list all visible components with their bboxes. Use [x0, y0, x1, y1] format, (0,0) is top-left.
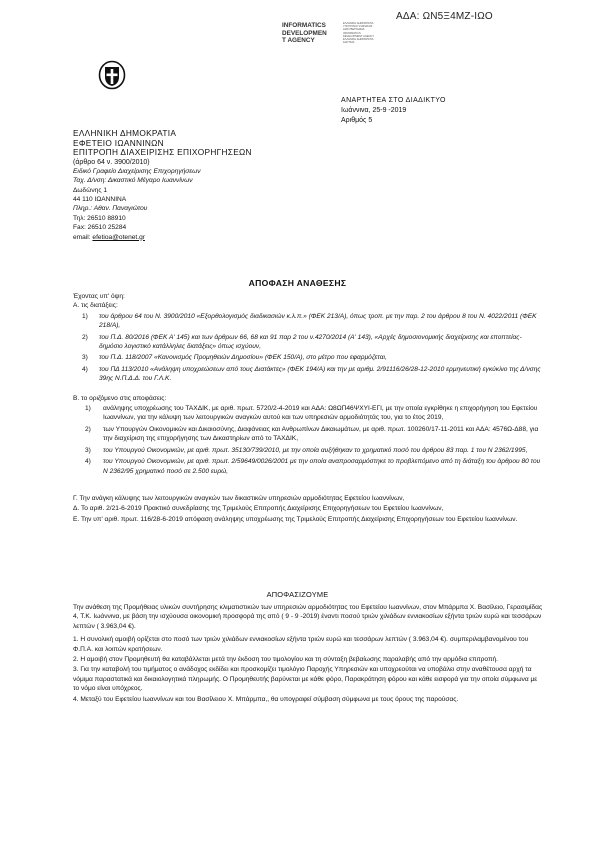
section-b-item: [73, 446, 543, 455]
section-g: Γ. Την ανάγκη κάλυψης των λειτουργικών αναγκών των δικαστικών υπηρεσιών αρμοδιότητας Εφετείου Ιωαννίνων,: [73, 494, 405, 502]
agency-small-line: DEVELOPMENT AGENCY: [343, 34, 375, 38]
item-number: 3): [82, 354, 88, 362]
section-a-item: [73, 353, 543, 362]
decide-heading: ΑΠΟΦΑΣΙΖΟΥΜΕ: [266, 590, 329, 599]
decision-number: Αριθμός 5: [341, 117, 373, 124]
agency-small-line: ΔΙΑΥΓΕΙΑ: [343, 41, 355, 45]
agency-logo-text: [282, 22, 327, 45]
decision-paragraph: 1. Η συνολική αμοιβή ορίζεται στο ποσό των τριών χιλιάδων εννιακοσίων εξήντα τριών ευρώ και τεσσάρων λεπτών ( 3.963,04 €). συμπεριλαμβανομένου του Φ.Π.Α. και λοιπών κρατήσεων.: [73, 636, 529, 653]
phone: Τηλ: 26510 88910: [73, 214, 126, 222]
having-regard-label: Έχοντας υπ' όψη:: [73, 293, 125, 300]
decision-paragraph: Την ανάθεση της Προμήθειας υλικών συντήρησης κλιματιστικών των υπηρεσιών αρμοδιότητας του Εφετείου Ιωαννίνων, στον Μπάρμπα Χ. Βασίλειο, Γερασιμίδας 4, Τ.Κ. Ιωάννινα, με βάση την ισχύουσα οικονομική προσφορά της από ( 9 - 9 -2019) έναντι ποσού τριών χιλιάδων εννιακοσίων εξήντα τριών ευρώ και τεσσάρων λεπτών ( 3.963,04 €).: [73, 604, 543, 630]
postal-address: Ταχ. Δ/νση: Δικαστικό Μέγαρο Ιωαννίνων: [73, 177, 193, 185]
item-number: 2): [82, 333, 88, 341]
item-number: 3): [85, 446, 91, 454]
agency-small-line: ΔΙΑΚΥΒΕΡΝΗΣΗΣ: [343, 28, 365, 32]
posting-label: ΑΝΑΡΤΗΤΕΑ ΣΤΟ ΔΙΑΔΙΚΤΥΟ: [341, 97, 446, 104]
item-text: του ΠΔ 113/2010 «Ανάληψη υποχρεώσεων από τους Διατάκτες» (ΦΕΚ 194/Α) και την με αριθμ. 2/91116/26/28-12-2010 ερμηνευτική εγκύκλιο της Δ/νσης 39ης Ν.Π.Δ.Δ. του Γ.Λ.Κ.: [99, 365, 541, 383]
considerations: [73, 292, 543, 524]
item-text: ανάληψης υποχρέωσης του ΤΑΧΔΙΚ, με αριθ. πρωτ. 5720/2-4-2019 και ΑΔΑ: Ω8ΩΠ46ΨΧΥΙ-ΕΓΙ, με την οποία εγκρίθηκε η επιχορήγηση του Εφετείου Ιωαννίνων, για την κάλυψη των λειτουργικών αναγκών αυτού και των υπηρεσιών αρμοδιότητάς του, για το έτος 2019,: [103, 405, 538, 422]
email-link[interactable]: efetioa@otenet.gr: [92, 233, 145, 241]
decision-paragraph: 2. Η αμοιβή στον Προμηθευτή θα καταβάλλεται μετά την έκδοση του τιμολογίου και τη σύνταξη βεβαίωσης παραλαβής από την αρμόδια επιτροπή.: [73, 656, 499, 664]
agency-small-line: ΕΛΛΗΝΙΚΗ ΔΗΜΟΚΡΑΤΙΑ: [343, 38, 374, 42]
section-a-item: [73, 333, 543, 352]
document-title: ΑΠΟΦΑΣΗ ΑΝΑΘΕΣΗΣ: [248, 278, 347, 288]
street: Δωδώνης 1: [73, 186, 108, 194]
item-text: του Π.Δ. 80/2016 (ΦΕΚ Α' 145) και των άρθρων 66, 68 και 91 παρ 2 του ν.4270/2014 (Α' 143), «Αρχές δημοσιονομικής διαχείρισης και εποπτείας-δημόσιο λογιστικό κατάλληλες διατάξεις» όπως ισχύουν,: [99, 333, 522, 351]
greek-coat-of-arms-icon: [98, 60, 126, 90]
place-date: Ιωάννινα, 25-9 -2019: [341, 107, 407, 114]
section-e: Ε. Την υπ' αριθ. πρωτ. 116/28-6-2019 απόφαση ανάληψης υποχρέωσης της Τριμελούς Επιτροπής Διαχείρισης Επιχορηγήσεων του Εφετείου Ιωαννίνων.: [73, 515, 518, 523]
legal-basis: (άρθρο 64 ν. 3900/2010): [73, 158, 150, 166]
item-number: 1): [85, 405, 91, 413]
country-name: ΕΛΛΗΝΙΚΗ ΔΗΜΟΚΡΑΤΙΑ: [73, 128, 177, 138]
item-text: του Π.Δ. 118/2007 «Κανονισμός Προμηθειών Δημοσίου» (ΦΕΚ 150/Α), στο μέτρο που εφαρμόζεται,: [99, 354, 387, 362]
item-text: του άρθρου 64 του Ν. 3900/2010 «Εξορθολογισμός διαδικασιών κ.λ.π.» (ΦΕΚ 213/Α), όπως τροπ. με την παρ. 2 του άρθρου 8 του Ν. 4022/2011 (ΦΕΚ 218/Α),: [99, 312, 537, 330]
ada-number: ΑΔΑ: ΩΝ5Ξ4ΜΖ-ΙΩΟ: [396, 11, 493, 22]
section-d: Δ. Το αριθ. 2/21-6-2019 Πρακτικό συνεδρίασης της Τριμελούς Επιτροπής Διαχείρισης Επιχορηγήσεων του Εφετείου Ιωαννίνων,: [73, 505, 444, 513]
item-text: του Υπουργού Οικονομικών, με αριθ. πρωτ. 35130/739/2010, με την οποία αυξήθηκαν το χρηματικό ποσό του άρθρου 83 παρ. 1 του Ν 2362/1995,: [103, 446, 528, 454]
decision-paragraph: 4. Μεταξύ του Εφετείου Ιωαννίνων και του Βασίλειου Χ. Μπάρμπα,, θα υπογραφεί σύμβαση σύμφωνα με τους όρους της παρούσας.: [73, 695, 459, 703]
agency-line: DEVELOPMEN: [282, 29, 327, 37]
committee-name: ΕΠΙΤΡΟΠΗ ΔΙΑΧΕΙΡΙΣΗΣ ΕΠΙΧΟΡΗΓΗΣΕΩΝ: [73, 147, 252, 158]
item-number: 4): [82, 365, 88, 373]
agency-small-line: INFORMATICS: [343, 31, 361, 35]
agency-line: T AGENCY: [282, 37, 315, 45]
postcode-city: 44 110 ΙΩΑΝΝΙΝΑ: [73, 196, 127, 203]
office-name: Ειδικό Γραφείο Διαχείρισης Επιχορηγήσεων: [73, 167, 201, 175]
section-a-label: Α. τις διατάξεις:: [73, 302, 118, 310]
agency-logo-small-text: [343, 22, 374, 44]
section-b-item: [73, 457, 543, 476]
email-label: email:: [73, 233, 93, 241]
contact-person: Πληρ.: Αθαν. Παναγιώτου: [73, 205, 148, 213]
section-a-item: [73, 365, 543, 384]
fax: Fax: 26510 25284: [73, 224, 127, 232]
agency-small-line: ΥΠΟΥΡΓΕΙΟ ΨΗΦΙΑΚΗΣ: [343, 25, 373, 29]
item-text: του Υπουργού Οικονομικών, με αριθ. πρωτ. 2/59649/0026/2001 με την οποία αναπροσαρμόστηκε το προβλεπόμενο από τη διάταξη του άρθρου 80 του Ν 2362/95 χρηματικό ποσό σε 2.500 ευρώ,: [103, 458, 541, 475]
decision-body: [73, 603, 543, 704]
item-number: 1): [82, 312, 88, 320]
section-b-label: Β. το οριζόμενο στις αποφάσεις:: [73, 394, 167, 402]
agency-line: INFORMATICS: [282, 22, 326, 29]
email-line: [73, 233, 252, 242]
item-number: 2): [85, 425, 91, 433]
posting-info: [341, 96, 446, 125]
agency-small-line: ΕΛΛΗΝΙΚΗ ΔΗΜΟΚΡΑΤΙΑ: [343, 22, 374, 25]
section-b-item: [73, 425, 543, 444]
court-name: ΕΦΕΤΕΙΟ ΙΩΑΝΝΙΝΩΝ: [73, 137, 164, 148]
item-number: 4): [85, 458, 91, 466]
section-a-item: [73, 312, 543, 331]
section-b-item: [73, 404, 543, 423]
decision-paragraph: 3. Για την καταβολή του τιμήματος ο ανάδοχος εκδίδει και προσκομίζει τιμολόγιο Παροχής Υπηρεσιών και υποχρεούται να υποβάλει στην αναθέτουσα αρχή τα νόμιμα παραστατικά και δικαιολογητικά πληρωμής. Ο Προμηθευτής βαρύνεται με κάθε φόρο, Παρακράτηση φόρου και κάθε εισφορά για την οποία σύμφωνα με το νόμο είναι υπόχρεος.: [73, 666, 538, 693]
item-text: των Υπουργών Οικονομικών και Δικαιοσύνης, Διαφάνειας και Ανθρωπίνων Δικαιωμάτων, με αριθ. πρωτ. 100260/17-11-2011 και ΑΔΑ: 4576Ω-Δ88, για την διαχείριση της επιχορήγησης των Δικαστηρίων από το ΤΑΧΔΙΚ,: [103, 425, 539, 443]
issuing-authority: [73, 129, 252, 242]
